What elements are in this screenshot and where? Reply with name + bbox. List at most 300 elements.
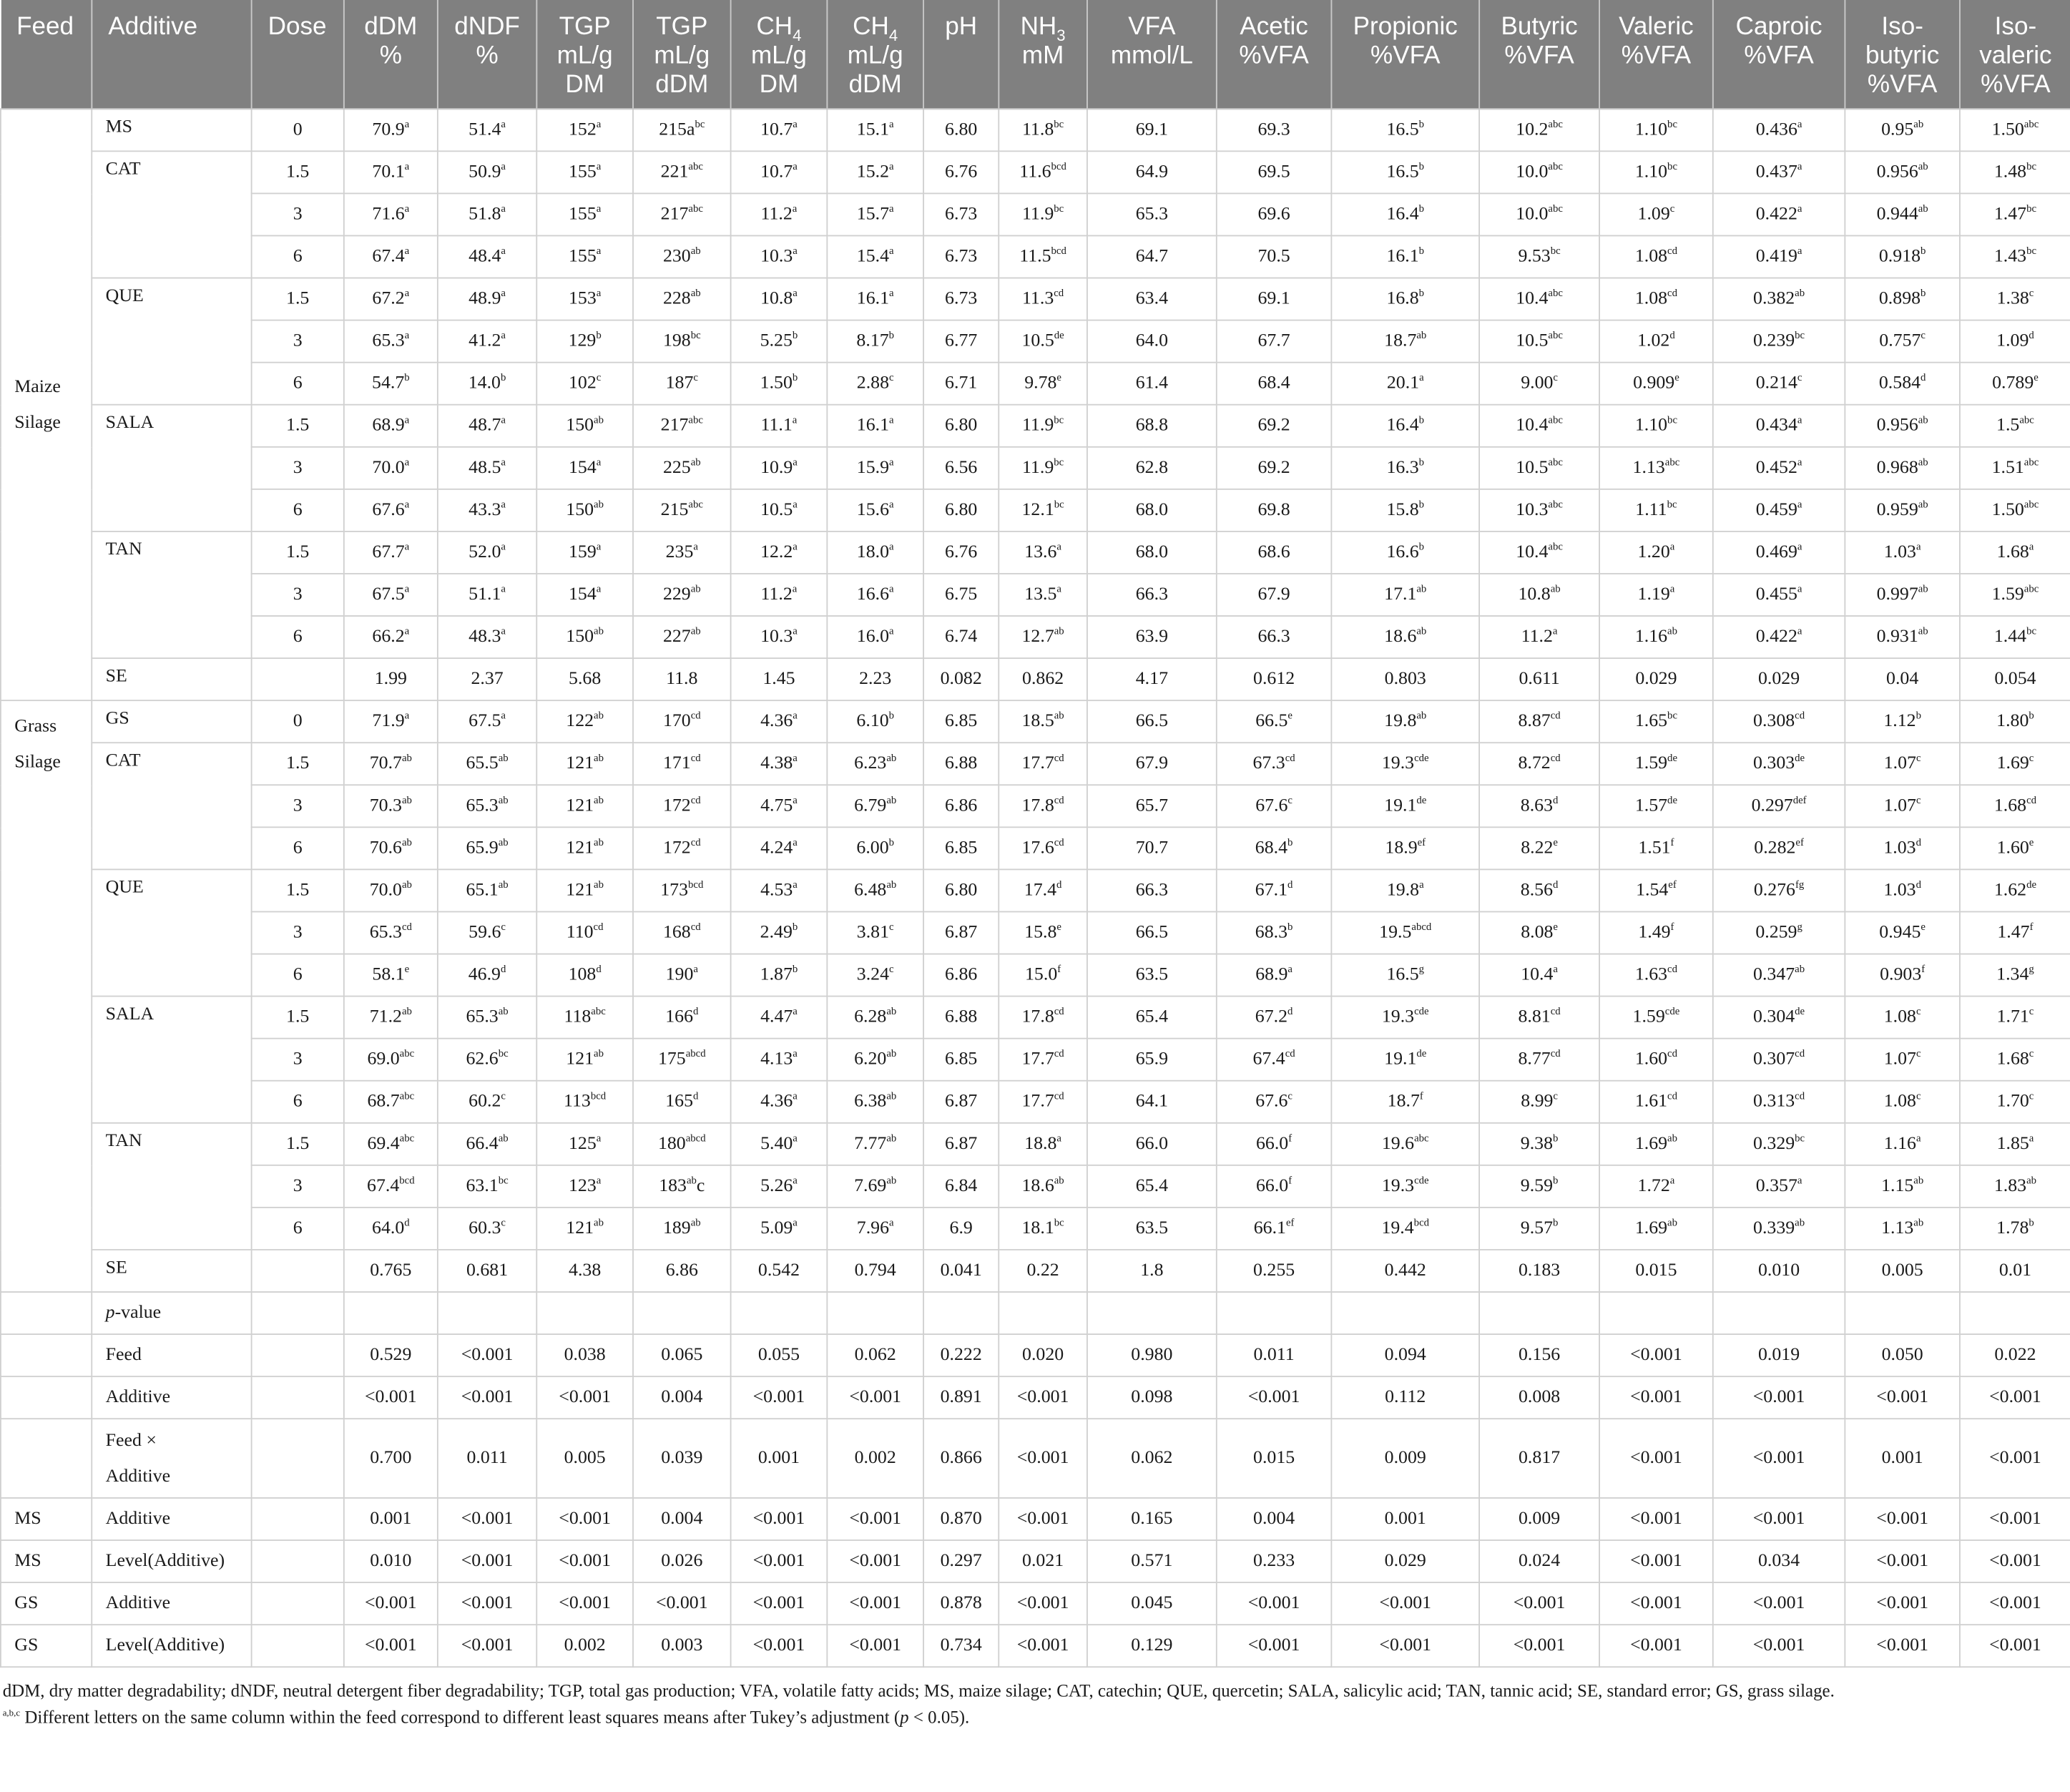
cell-tgp_dm: 123$^a$ — [536, 1165, 633, 1208]
cell-acetic: 0.255 — [1217, 1250, 1332, 1292]
cell-ph: 6.77 — [923, 320, 999, 363]
cell-tgp_ddm: $221^{abc}$ — [633, 151, 731, 193]
dose-cell: 1.5 — [252, 743, 344, 785]
cell-ddm: 70.9$^a$ — [344, 109, 438, 151]
pvalue-heading-row — [1, 1292, 2070, 1334]
dose-cell: 1.5 — [252, 405, 344, 447]
col-header-tgp_dm: TGP mL/g DM — [536, 0, 633, 109]
cell-nh3: 15.8e — [999, 911, 1087, 954]
pvalue-effect: Additive — [92, 1582, 251, 1625]
cell-ch4_ddm: <0.001 — [827, 1376, 923, 1419]
cell-ddm: 67.7$^a$ — [344, 532, 438, 574]
empty-cell — [438, 1292, 536, 1334]
cell-caproic: 0.303de — [1713, 743, 1845, 785]
cell-ph: 6.88 — [923, 997, 999, 1039]
cell-ddm: 64.0$^d$ — [344, 1208, 438, 1250]
cell-tgp_ddm: $215a^{bc}$ — [633, 109, 731, 151]
cell-ch4_dm: 5.40$^a$ — [731, 1123, 828, 1165]
cell-ph: 6.85 — [923, 1039, 999, 1081]
cell-acetic: 0.233 — [1217, 1540, 1332, 1582]
cell-ch4_dm: 4.38$^a$ — [731, 743, 828, 785]
cell-dndf: 50.9$^a$ — [438, 151, 536, 193]
cell-acetic: 67.6$^c$ — [1217, 785, 1332, 827]
cell-ddm: 66.2$^a$ — [344, 616, 438, 658]
cell-isobutyric: 1.07$^c$ — [1845, 1039, 1960, 1081]
cell-propionic: 19.1de — [1331, 1039, 1479, 1081]
cell-ch4_ddm: 15.9$^a$ — [827, 447, 923, 489]
cell-dndf: <0.001 — [438, 1498, 536, 1540]
cell-valeric: 1.10$^{bc}$ — [1599, 151, 1713, 193]
cell-vfa: 0.062 — [1087, 1419, 1217, 1498]
cell-butyric: 8.08e — [1479, 911, 1599, 954]
cell-tgp_ddm: $183^{ab}c$ — [633, 1165, 731, 1208]
cell-caproic: 0.308$^{cd}$ — [1713, 700, 1845, 743]
cell-dndf: <0.001 — [438, 1625, 536, 1667]
cell-isovaleric: 1.50$^{abc}$ — [1960, 489, 2070, 532]
cell-acetic: 68.4 — [1217, 363, 1332, 405]
cell-nh3: 11.3$^{cd}$ — [999, 278, 1087, 320]
cell-nh3: <0.001 — [999, 1419, 1087, 1498]
cell-isobutyric: 0.005 — [1845, 1250, 1960, 1292]
pvalue-row — [1, 1540, 2070, 1582]
cell-ph: 6.76 — [923, 151, 999, 193]
cell-isobutyric: <0.001 — [1845, 1625, 1960, 1667]
cell-acetic: 66.0$^f$ — [1217, 1165, 1332, 1208]
table-row — [1, 997, 2070, 1039]
cell-isovaleric: 1.70$^c$ — [1960, 1081, 2070, 1123]
cell-dndf: 0.681 — [438, 1250, 536, 1292]
dose-cell: 1.5 — [252, 997, 344, 1039]
cell-ch4_dm: 10.5$^a$ — [731, 489, 828, 532]
cell-propionic: 19.1de — [1331, 785, 1479, 827]
cell-caproic: 0.313$^{cd}$ — [1713, 1081, 1845, 1123]
table-row — [1, 278, 2070, 320]
cell-isovaleric: 1.68$^a$ — [1960, 532, 2070, 574]
cell-propionic: 16.5$^g$ — [1331, 954, 1479, 997]
cell-dndf: 46.9$^d$ — [438, 954, 536, 997]
col-header-butyric: Butyric %VFA — [1479, 0, 1599, 109]
cell-isobutyric: 1.03$^d$ — [1845, 827, 1960, 869]
cell-ch4_dm: 12.2$^a$ — [731, 532, 828, 574]
cell-tgp_dm: 153$^a$ — [536, 278, 633, 320]
table-row — [1, 193, 2070, 235]
cell-tgp_dm: <0.001 — [536, 1498, 633, 1540]
cell-butyric: 0.817 — [1479, 1419, 1599, 1498]
dose-cell — [252, 1250, 344, 1292]
empty-cell — [1599, 1292, 1713, 1334]
cell-tgp_dm: $150^{ab}$ — [536, 405, 633, 447]
cell-nh3: 11.8$^{bc}$ — [999, 109, 1087, 151]
cell-nh3: 17.8$^{cd}$ — [999, 997, 1087, 1039]
cell-ddm: 67.5$^a$ — [344, 574, 438, 616]
cell-ch4_dm: 4.36$^a$ — [731, 700, 828, 743]
cell-acetic: 69.5 — [1217, 151, 1332, 193]
cell-tgp_ddm: $217^{abc}$ — [633, 405, 731, 447]
cell-tgp_ddm: $230^{ab}$ — [633, 235, 731, 278]
cell-ddm: 1.99 — [344, 658, 438, 700]
cell-tgp_dm: 152$^a$ — [536, 109, 633, 151]
empty-cell — [252, 1292, 344, 1334]
cell-ddm: <0.001 — [344, 1376, 438, 1419]
cell-dndf: 43.3$^a$ — [438, 489, 536, 532]
cell-vfa: 64.9 — [1087, 151, 1217, 193]
cell-ddm: 0.765 — [344, 1250, 438, 1292]
cell-tgp_ddm: $217^{abc}$ — [633, 193, 731, 235]
cell-dndf: 52.0$^a$ — [438, 532, 536, 574]
pvalue-feed: MS — [1, 1540, 92, 1582]
cell-ph: 6.80 — [923, 869, 999, 911]
cell-valeric: 1.60$^{cd}$ — [1599, 1039, 1713, 1081]
cell-nh3: 0.020 — [999, 1334, 1087, 1376]
cell-dndf: <0.001 — [438, 1582, 536, 1625]
cell-acetic: 67.3$^{cd}$ — [1217, 743, 1332, 785]
cell-ch4_ddm: 15.4$^a$ — [827, 235, 923, 278]
cell-valeric: 1.59de — [1599, 743, 1713, 785]
cell-butyric: 8.22e — [1479, 827, 1599, 869]
cell-valeric: 1.65$^{bc}$ — [1599, 700, 1713, 743]
cell-dndf: 67.5$^a$ — [438, 700, 536, 743]
cell-tgp_ddm: <0.001 — [633, 1582, 731, 1625]
cell-vfa: 66.5 — [1087, 911, 1217, 954]
cell-tgp_dm: 154$^a$ — [536, 574, 633, 616]
cell-ddm: 70.0$^{ab}$ — [344, 869, 438, 911]
dose-cell: 6 — [252, 489, 344, 532]
cell-nh3: 18.6$^{ab}$ — [999, 1165, 1087, 1208]
cell-tgp_dm: 155$^a$ — [536, 235, 633, 278]
cell-ch4_ddm: 2.88$^c$ — [827, 363, 923, 405]
cell-butyric: 10.3$^{abc}$ — [1479, 489, 1599, 532]
table-row — [1, 151, 2070, 193]
cell-caproic: 0.329$^{bc}$ — [1713, 1123, 1845, 1165]
cell-butyric: 0.009 — [1479, 1498, 1599, 1540]
cell-ph: 6.87 — [923, 1081, 999, 1123]
cell-ph: 0.082 — [923, 658, 999, 700]
cell-acetic: <0.001 — [1217, 1376, 1332, 1419]
cell-propionic: 19.4$^{bcd}$ — [1331, 1208, 1479, 1250]
col-header-isobutyric: Iso- butyric %VFA — [1845, 0, 1960, 109]
cell-propionic: 16.4$^b$ — [1331, 405, 1479, 447]
cell-ph: 6.74 — [923, 616, 999, 658]
cell-valeric: 1.51$^f$ — [1599, 827, 1713, 869]
cell-isobutyric: 1.03$^d$ — [1845, 869, 1960, 911]
cell-isobutyric: 0.757$^c$ — [1845, 320, 1960, 363]
cell-tgp_ddm: $172^{cd}$ — [633, 827, 731, 869]
cell-vfa: 65.7 — [1087, 785, 1217, 827]
col-header-ph: pH — [923, 0, 999, 109]
table-row — [1, 911, 2070, 954]
letters-mark: a,b,c — [2, 1708, 21, 1719]
col-header-propionic: Propionic %VFA — [1331, 0, 1479, 109]
pvalue-row — [1, 1498, 2070, 1540]
pvalue-heading: p-value — [92, 1292, 251, 1334]
cell-ph: 0.866 — [923, 1419, 999, 1498]
cell-vfa: 1.8 — [1087, 1250, 1217, 1292]
cell-nh3: 11.9$^{bc}$ — [999, 405, 1087, 447]
cell-vfa: 65.9 — [1087, 1039, 1217, 1081]
cell-ph: 0.734 — [923, 1625, 999, 1667]
cell-ph: 6.80 — [923, 405, 999, 447]
empty-cell — [1331, 1292, 1479, 1334]
additive-label: MS — [92, 109, 251, 151]
cell-butyric: 8.56$^d$ — [1479, 869, 1599, 911]
empty-cell — [252, 1419, 344, 1498]
cell-nh3: 13.5$^a$ — [999, 574, 1087, 616]
cell-butyric: 9.38$^b$ — [1479, 1123, 1599, 1165]
cell-ch4_ddm: 16.0$^a$ — [827, 616, 923, 658]
additive-label: SE — [92, 658, 251, 700]
table-row — [1, 1123, 2070, 1165]
cell-caproic: 0.434$^a$ — [1713, 405, 1845, 447]
cell-dndf: 14.0$^b$ — [438, 363, 536, 405]
cell-isobutyric: 1.12$^b$ — [1845, 700, 1960, 743]
cell-propionic: 0.112 — [1331, 1376, 1479, 1419]
cell-acetic: 68.6 — [1217, 532, 1332, 574]
cell-vfa: 68.0 — [1087, 489, 1217, 532]
cell-propionic: <0.001 — [1331, 1625, 1479, 1667]
cell-butyric: 10.0$^{abc}$ — [1479, 151, 1599, 193]
cell-ch4_dm: 5.09$^a$ — [731, 1208, 828, 1250]
cell-tgp_dm: <0.001 — [536, 1540, 633, 1582]
cell-ch4_dm: 2.49$^b$ — [731, 911, 828, 954]
cell-caproic: 0.422$^a$ — [1713, 616, 1845, 658]
cell-valeric: <0.001 — [1599, 1540, 1713, 1582]
cell-propionic: 16.4$^b$ — [1331, 193, 1479, 235]
cell-vfa: 64.1 — [1087, 1081, 1217, 1123]
cell-ddm: 70.6$^{ab}$ — [344, 827, 438, 869]
pvalue-row — [1, 1419, 2070, 1498]
pvalue-feed — [1, 1376, 92, 1419]
cell-butyric: 0.611 — [1479, 658, 1599, 700]
cell-caproic: 0.459$^a$ — [1713, 489, 1845, 532]
cell-valeric: 1.57de — [1599, 785, 1713, 827]
cell-butyric: 0.183 — [1479, 1250, 1599, 1292]
cell-propionic: 18.9$^{ef}$ — [1331, 827, 1479, 869]
cell-caproic: 0.436$^a$ — [1713, 109, 1845, 151]
cell-valeric: 1.72$^a$ — [1599, 1165, 1713, 1208]
cell-tgp_ddm: $175^{abcd}$ — [633, 1039, 731, 1081]
cell-ch4_dm: 10.7$^a$ — [731, 109, 828, 151]
cell-valeric: 1.59$^{cde}$ — [1599, 997, 1713, 1039]
dose-cell — [252, 658, 344, 700]
cell-tgp_ddm: 165$^d$ — [633, 1081, 731, 1123]
cell-propionic: 19.8$^a$ — [1331, 869, 1479, 911]
cell-dndf: 48.4$^a$ — [438, 235, 536, 278]
cell-dndf: 65.3$^{ab}$ — [438, 785, 536, 827]
cell-vfa: 0.980 — [1087, 1334, 1217, 1376]
cell-ddm: 70.7$^{ab}$ — [344, 743, 438, 785]
cell-propionic: 18.7$^f$ — [1331, 1081, 1479, 1123]
cell-ch4_dm: 4.13$^a$ — [731, 1039, 828, 1081]
cell-tgp_dm: $121^{ab}$ — [536, 1039, 633, 1081]
cell-butyric: 9.59$^b$ — [1479, 1165, 1599, 1208]
dose-cell: 3 — [252, 320, 344, 363]
cell-ch4_ddm: 8.17$^b$ — [827, 320, 923, 363]
cell-ch4_ddm: 6.23$^{ab}$ — [827, 743, 923, 785]
cell-valeric: 1.08$^{cd}$ — [1599, 278, 1713, 320]
cell-isovaleric: <0.001 — [1960, 1498, 2070, 1540]
cell-nh3: 18.1$^{bc}$ — [999, 1208, 1087, 1250]
cell-butyric: 10.0$^{abc}$ — [1479, 193, 1599, 235]
cell-tgp_dm: 102$^c$ — [536, 363, 633, 405]
empty-cell — [536, 1292, 633, 1334]
cell-valeric: 1.10$^{bc}$ — [1599, 405, 1713, 447]
pvalue-effect: Feed × Additive — [92, 1419, 251, 1498]
cell-valeric: 1.11$^{bc}$ — [1599, 489, 1713, 532]
cell-tgp_dm: 159$^a$ — [536, 532, 633, 574]
cell-ch4_dm: 5.26$^a$ — [731, 1165, 828, 1208]
cell-tgp_dm: $113^{bcd}$ — [536, 1081, 633, 1123]
empty-cell — [252, 1540, 344, 1582]
cell-isobutyric: 1.16$^a$ — [1845, 1123, 1960, 1165]
cell-nh3: 0.22 — [999, 1250, 1087, 1292]
cell-butyric: 8.72$^{cd}$ — [1479, 743, 1599, 785]
cell-tgp_dm: 154$^a$ — [536, 447, 633, 489]
cell-vfa: 66.3 — [1087, 869, 1217, 911]
cell-caproic: 0.469$^a$ — [1713, 532, 1845, 574]
cell-tgp_ddm: $170^{cd}$ — [633, 700, 731, 743]
cell-ch4_dm: 4.24$^a$ — [731, 827, 828, 869]
cell-isobutyric: 0.001 — [1845, 1419, 1960, 1498]
cell-valeric: 1.08$^{cd}$ — [1599, 235, 1713, 278]
col-header-acetic: Acetic %VFA — [1217, 0, 1332, 109]
cell-isovaleric: 1.38$^c$ — [1960, 278, 2070, 320]
empty-cell — [1845, 1292, 1960, 1334]
cell-ddm: 70.3$^{ab}$ — [344, 785, 438, 827]
cell-butyric: 10.8$^{ab}$ — [1479, 574, 1599, 616]
cell-caproic: 0.010 — [1713, 1250, 1845, 1292]
cell-isobutyric: 0.918$^b$ — [1845, 235, 1960, 278]
table-row — [1, 363, 2070, 405]
cell-tgp_dm: 155$^a$ — [536, 193, 633, 235]
table-row — [1, 109, 2070, 151]
cell-isobutyric: 0.903$^f$ — [1845, 954, 1960, 997]
pvalue-feed: GS — [1, 1582, 92, 1625]
cell-ph: 6.88 — [923, 743, 999, 785]
cell-ph: 6.84 — [923, 1165, 999, 1208]
col-header-valeric: Valeric %VFA — [1599, 0, 1713, 109]
cell-tgp_dm: $121^{ab}$ — [536, 827, 633, 869]
cell-isobutyric: 0.04 — [1845, 658, 1960, 700]
cell-ddm: 0.010 — [344, 1540, 438, 1582]
cell-isovaleric: <0.001 — [1960, 1582, 2070, 1625]
empty-cell — [633, 1292, 731, 1334]
pvalue-effect: Level(Additive) — [92, 1540, 251, 1582]
cell-dndf: 48.9$^a$ — [438, 278, 536, 320]
cell-ddm: 69.0$^{abc}$ — [344, 1039, 438, 1081]
cell-isovaleric: 1.69$^c$ — [1960, 743, 2070, 785]
cell-vfa: 61.4 — [1087, 363, 1217, 405]
cell-ddm: 71.9$^a$ — [344, 700, 438, 743]
cell-butyric: 8.81$^{cd}$ — [1479, 997, 1599, 1039]
cell-ch4_ddm: 6.38$^{ab}$ — [827, 1081, 923, 1123]
dose-cell: 1.5 — [252, 1123, 344, 1165]
cell-valeric: 0.015 — [1599, 1250, 1713, 1292]
cell-ch4_ddm: <0.001 — [827, 1540, 923, 1582]
cell-nh3: 12.7$^{ab}$ — [999, 616, 1087, 658]
cell-acetic: 69.8 — [1217, 489, 1332, 532]
cell-nh3: 0.862 — [999, 658, 1087, 700]
cell-ddm: 70.0$^a$ — [344, 447, 438, 489]
cell-propionic: 15.8$^b$ — [1331, 489, 1479, 532]
cell-butyric: 8.87$^{cd}$ — [1479, 700, 1599, 743]
cell-isovaleric: 1.50$^{abc}$ — [1960, 109, 2070, 151]
pvalue-effect: Additive — [92, 1376, 251, 1419]
cell-ch4_dm: 11.2$^a$ — [731, 193, 828, 235]
cell-caproic: 0.297$^{def}$ — [1713, 785, 1845, 827]
cell-acetic: 69.2 — [1217, 447, 1332, 489]
cell-tgp_ddm: 235$^a$ — [633, 532, 731, 574]
cell-ph: 6.86 — [923, 785, 999, 827]
cell-ph: 6.73 — [923, 235, 999, 278]
cell-isovaleric: 0.01 — [1960, 1250, 2070, 1292]
cell-isovaleric: 1.48$^{bc}$ — [1960, 151, 2070, 193]
cell-isovaleric: 1.44$^{bc}$ — [1960, 616, 2070, 658]
cell-isovaleric: 0.054 — [1960, 658, 2070, 700]
cell-acetic: 0.015 — [1217, 1419, 1332, 1498]
cell-acetic: 0.612 — [1217, 658, 1332, 700]
cell-propionic: 19.3$^{cde}$ — [1331, 1165, 1479, 1208]
cell-isobutyric: 1.07$^c$ — [1845, 785, 1960, 827]
cell-ph: 6.85 — [923, 827, 999, 869]
cell-ddm: 70.1$^a$ — [344, 151, 438, 193]
cell-ph: 6.73 — [923, 193, 999, 235]
pvalue-row — [1, 1582, 2070, 1625]
cell-valeric: 0.909e — [1599, 363, 1713, 405]
table-row — [1, 700, 2070, 743]
cell-ch4_dm: <0.001 — [731, 1625, 828, 1667]
cell-isovaleric: 1.80$^b$ — [1960, 700, 2070, 743]
cell-isovaleric: 1.47$^{bc}$ — [1960, 193, 2070, 235]
cell-isobutyric: 1.08$^c$ — [1845, 997, 1960, 1039]
cell-caproic: 0.452$^a$ — [1713, 447, 1845, 489]
cell-ch4_dm: <0.001 — [731, 1376, 828, 1419]
cell-isovaleric: 1.34$^g$ — [1960, 954, 2070, 997]
cell-tgp_ddm: $173^{bcd}$ — [633, 869, 731, 911]
empty-cell — [1, 1292, 92, 1334]
cell-ddm: 0.529 — [344, 1334, 438, 1376]
cell-nh3: 17.4$^d$ — [999, 869, 1087, 911]
cell-caproic: <0.001 — [1713, 1582, 1845, 1625]
cell-vfa: 66.0 — [1087, 1123, 1217, 1165]
cell-tgp_dm: $121^{ab}$ — [536, 1208, 633, 1250]
cell-butyric: 10.2$^{abc}$ — [1479, 109, 1599, 151]
additive-label: SALA — [92, 405, 251, 532]
cell-nh3: 11.5$^{bcd}$ — [999, 235, 1087, 278]
empty-cell — [923, 1292, 999, 1334]
cell-ch4_ddm: 0.062 — [827, 1334, 923, 1376]
table-row — [1, 743, 2070, 785]
cell-ddm: 71.6$^a$ — [344, 193, 438, 235]
cell-isobutyric: 0.050 — [1845, 1334, 1960, 1376]
cell-ch4_dm: 10.3$^a$ — [731, 235, 828, 278]
dose-cell: 3 — [252, 911, 344, 954]
cell-acetic: 69.3 — [1217, 109, 1332, 151]
col-header-ddm: dDM % — [344, 0, 438, 109]
cell-dndf: 51.4$^a$ — [438, 109, 536, 151]
cell-acetic: 0.004 — [1217, 1498, 1332, 1540]
cell-ph: 6.80 — [923, 489, 999, 532]
cell-vfa: 0.129 — [1087, 1625, 1217, 1667]
additive-label: QUE — [92, 869, 251, 996]
cell-ddm: 67.4$^{bcd}$ — [344, 1165, 438, 1208]
empty-cell — [252, 1498, 344, 1540]
pvalue-row — [1, 1334, 2070, 1376]
cell-ch4_ddm: 3.81$^c$ — [827, 911, 923, 954]
cell-vfa: 62.8 — [1087, 447, 1217, 489]
cell-acetic: <0.001 — [1217, 1625, 1332, 1667]
cell-ch4_ddm: 0.002 — [827, 1419, 923, 1498]
cell-isovaleric: <0.001 — [1960, 1625, 2070, 1667]
